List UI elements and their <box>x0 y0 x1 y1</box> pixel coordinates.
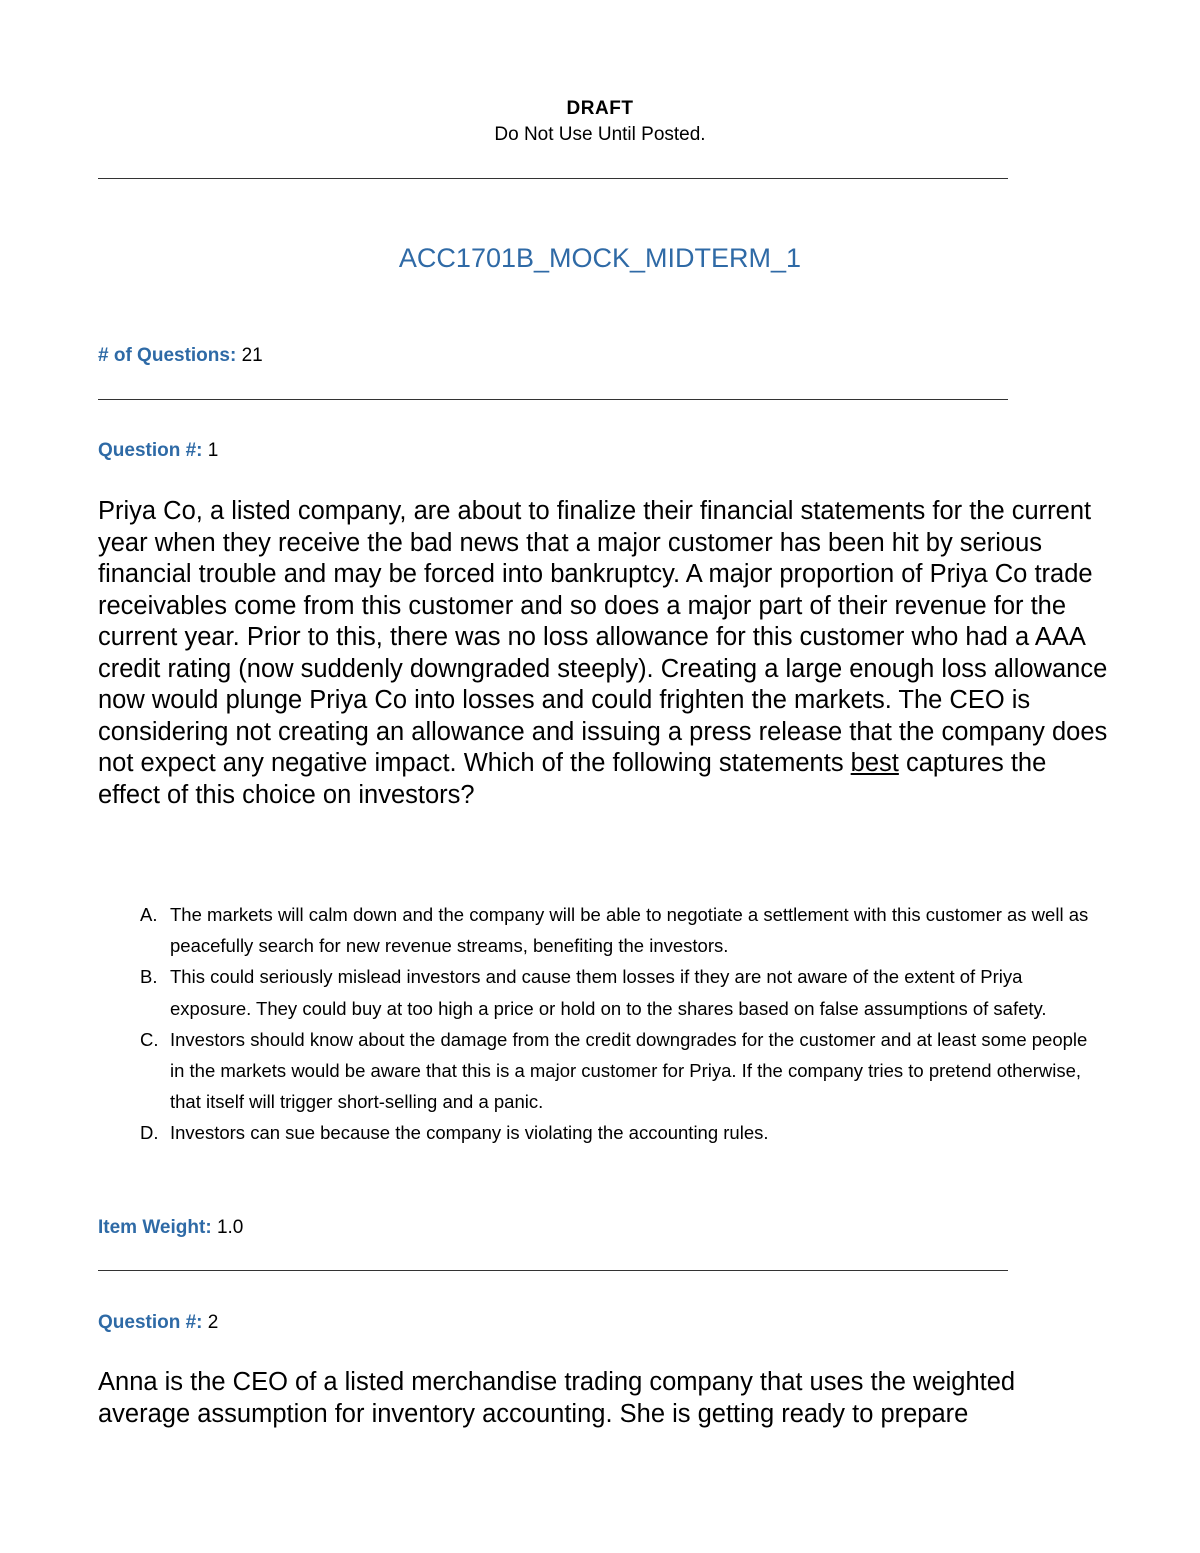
item-weight-label: Item Weight: <box>98 1217 212 1238</box>
question-number-label: Question #: <box>98 440 203 461</box>
question-1-text-part: Priya Co, a listed company, are about to finalize their financial statements for the current year when they receive the bad news that a major customer has been hit by serious financial trouble and may be forced into bankruptcy. A major proportion of Priya Co trade receivables come from this customer and so does a major part of their revenue for the current year. Prior to this, there was no loss allowance for this customer who had a AAA credit rating (now suddenly downgraded steeply). Creating a large enough loss allowance now would plunge Priya Co into losses and could frighten the markets. The CEO is considering not creating an allowance and issuing a press release that the company does not expect any negative impact. Which of the following statements <box>98 497 1108 777</box>
exam-title: ACC1701B_MOCK_MIDTERM_1 <box>398 243 802 273</box>
divider <box>98 1270 1008 1271</box>
question-count-label: # of Questions: <box>98 345 237 366</box>
question-number-value: 1 <box>207 440 219 461</box>
question-count <box>98 345 263 367</box>
divider <box>98 399 1008 400</box>
answer-options <box>140 899 1100 1149</box>
question-1-text <box>98 496 1108 811</box>
option-letter: B. <box>140 966 158 988</box>
answer-option-a[interactable] <box>140 899 1100 961</box>
option-text: Investors can sue because the company is violating the accounting rules. <box>170 1122 769 1144</box>
option-letter: C. <box>140 1028 159 1050</box>
option-letter: A. <box>140 904 158 925</box>
question-2-header <box>98 1312 218 1334</box>
question-number-label: Question #: <box>98 1312 203 1333</box>
question-2-text: Anna is the CEO of a listed merchandise trading company that uses the weighted average assumption for inventory accounting. She is getting ready to prepare <box>98 1368 1016 1428</box>
draft-label: DRAFT <box>566 98 634 119</box>
answer-option-b[interactable] <box>140 961 1100 1023</box>
question-1-emphasis: best <box>850 749 899 777</box>
option-text: The markets will calm down and the company will be able to negotiate a settlement with this customer as well as peacefully search for new revenue streams, benefiting the investors. <box>170 904 1089 957</box>
item-weight <box>98 1217 243 1239</box>
option-text: Investors should know about the damage from the credit downgrades for the customer and at least some people in the markets would be aware that this is a major customer for Priya. If the company tries to pretend otherwise, that itself will trigger short-selling and a panic. <box>170 1028 1088 1113</box>
draft-notice: Do Not Use Until Posted. <box>494 124 706 145</box>
option-text: This could seriously mislead investors and cause them losses if they are not aware of the extent of Priya exposure. They could buy at too high a price or hold on to the shares based on false assumptions of safety. <box>170 966 1047 1019</box>
divider <box>98 178 1008 179</box>
answer-option-d[interactable] <box>140 1117 1100 1148</box>
question-count-value: 21 <box>241 345 263 366</box>
question-1-header <box>98 440 218 462</box>
item-weight-value: 1.0 <box>216 1217 244 1238</box>
answer-option-c[interactable] <box>140 1024 1100 1118</box>
question-1-text-part: captures the effect of this choice on investors? <box>98 749 1047 809</box>
question-number-value: 2 <box>207 1312 219 1333</box>
option-letter: D. <box>140 1122 159 1144</box>
